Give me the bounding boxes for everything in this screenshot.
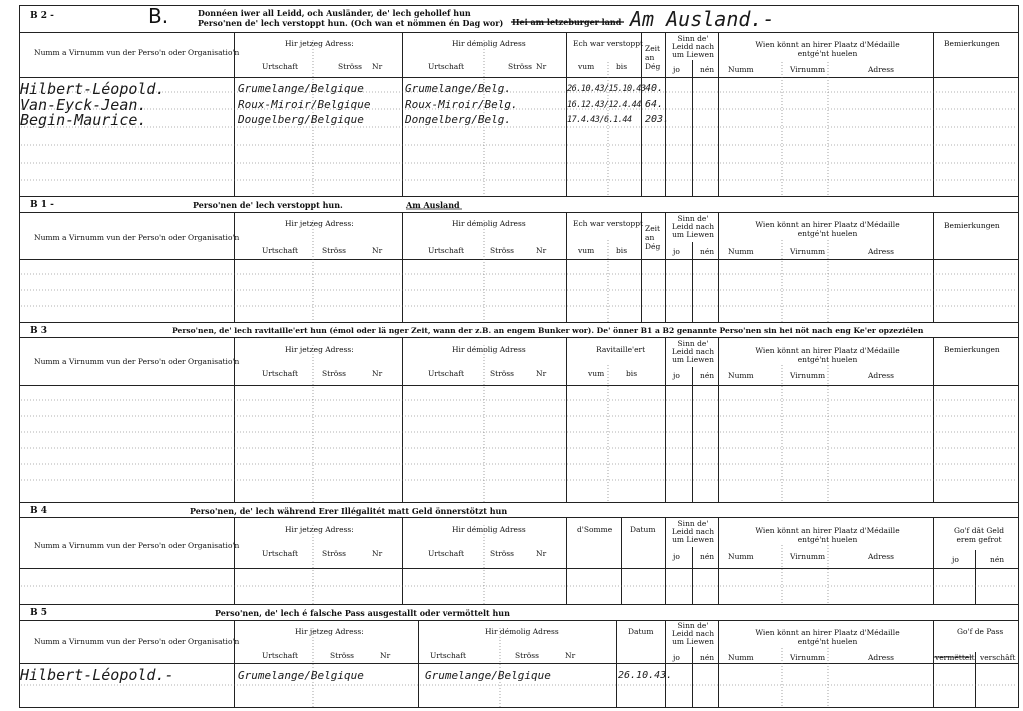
b5-row-former: Grumelange/Belgique	[425, 669, 551, 682]
sub-nen: nén	[700, 653, 715, 662]
sub-stross: Ströss	[490, 549, 514, 558]
sub-nr: Nr	[372, 369, 383, 378]
col-medal-header: Wien könnt an hirer Plaatz d'Médaille entgé'nt huelen	[755, 40, 900, 58]
sub-ortschaft: Urtschaft	[428, 369, 465, 378]
col-medal-header: Wien könnt an hirer Plaatz d'Médaille entgé'nt huelen	[755, 526, 900, 544]
section-b5-title: Perso'nen, de' lech é falsche Pass ausgestallt oder vermöttelt hun	[215, 608, 510, 618]
sub-numm: Numm	[728, 371, 754, 380]
col-remarks-header: Bemierkungen	[944, 221, 1000, 230]
sub-virnumm: Virnumm	[790, 371, 826, 380]
sub-vum: vum	[578, 246, 595, 255]
col-datum-header: Datum	[628, 627, 654, 636]
sub-nr: Nr	[536, 62, 547, 71]
col-former-address-header: Hir démolig Adress	[452, 219, 526, 228]
b2-row-former: Roux-Miroir/Belg.	[405, 98, 518, 111]
sub-virnumm: Virnumm	[790, 247, 826, 256]
b2-row-former: Grumelange/Belg.	[405, 82, 511, 95]
sub-numm: Numm	[728, 247, 754, 256]
col-current-address-header: Hir jetzeg Adress:	[285, 219, 354, 228]
sub-vum: vum	[578, 62, 595, 71]
section-b1-title: Perso'nen de' lech verstoppt hun.	[193, 200, 343, 210]
sub-stross: Ströss	[515, 651, 539, 660]
sub-adress: Adress	[868, 552, 894, 561]
col-hidden-header: Ech war verstoppt	[573, 39, 644, 48]
sub-stross: Ströss	[322, 246, 346, 255]
col-former-address-header: Hir démolig Adress	[485, 627, 559, 636]
sub-numm: Numm	[728, 552, 754, 561]
sub-ortschaft: Urtschaft	[428, 246, 465, 255]
b2-row-dates: 17.4.43/6.1.44	[567, 115, 632, 125]
col-name-header: Numm a Virnumm vun der Perso'n oder Organisatio'n	[34, 357, 240, 366]
sub-nen: nén	[700, 247, 715, 256]
section-b1-location: Am Ausland	[406, 200, 460, 210]
sub-nr: Nr	[372, 62, 383, 71]
sub-virnumm: Virnumm	[790, 552, 826, 561]
sub-jo: jo	[673, 371, 680, 380]
sub-adress: Adress	[868, 247, 894, 256]
b5-row-date: 26.10.43.	[618, 670, 673, 681]
b2-row-name: Hilbert-Léopold.	[20, 80, 165, 98]
col-life-header: Sinn de' Leidd nach um Liewen	[671, 214, 715, 239]
col-life-header: Sinn de' Leidd nach um Liewen	[671, 339, 715, 364]
col-money-header: Go'f dât Geld erem gefrot	[953, 526, 1005, 544]
section-b2-title-line1: Donnéen iwer all Leidd, och Ausländer, de' lech gehollef hun	[198, 8, 471, 18]
b5-row-name: Hilbert-Léopold.-	[20, 666, 174, 684]
section-b5-code: B 5	[30, 608, 48, 618]
b2-row-current: Grumelange/Belgique	[238, 82, 364, 95]
struck-location-text: Hei am letzeburger land	[512, 17, 622, 27]
sub-ortschaft: Urtschaft	[428, 549, 465, 558]
sub-stross: Ströss	[508, 62, 532, 71]
sub-stross: Ströss	[490, 246, 514, 255]
col-name-header: Numm a Virnumm vun der Perso'n oder Organisatio'n	[34, 541, 240, 550]
col-former-address-header: Hir démolig Adress	[452, 345, 526, 354]
b2-row-days: 40.	[645, 83, 664, 94]
sub-ortschaft: Urtschaft	[428, 62, 465, 71]
sub-nr: Nr	[565, 651, 576, 660]
sub-ortschaft: Urtschaft	[262, 246, 299, 255]
b2-row-name: Begin-Maurice.	[20, 111, 147, 129]
sub-jo: jo	[673, 247, 680, 256]
sub-bis: bis	[616, 246, 628, 255]
section-b3-code: B 3	[30, 326, 48, 336]
sub-jo: jo	[673, 552, 680, 561]
sub-nr: Nr	[372, 549, 383, 558]
col-current-address-header: Hir jetzeg Adress:	[285, 345, 354, 354]
col-pass-header: Go'f de Pass	[957, 627, 1004, 636]
col-life-header: Sinn de' Leidd nach um Liewen	[671, 621, 715, 646]
sub-adress: Adress	[868, 65, 894, 74]
col-remarks-header: Bemierkungen	[944, 345, 1000, 354]
sub-verschaft: verschâft	[980, 653, 1016, 662]
sub-ortschaft: Urtschaft	[262, 651, 299, 660]
sub-stross: Ströss	[338, 62, 362, 71]
col-life-header: Sinn de' Leidd nach um Liewen	[671, 519, 715, 544]
sub-bis: bis	[626, 369, 638, 378]
col-medal-header: Wien könnt an hirer Plaatz d'Médaille entgé'nt huelen	[755, 346, 900, 364]
b2-row-former: Dongelberg/Belg.	[405, 113, 511, 126]
col-former-address-header: Hir démolig Adress	[452, 525, 526, 534]
sub-vum: vum	[588, 369, 605, 378]
b2-row-current: Roux-Miroir/Belgique	[238, 98, 371, 111]
col-hidden-header: Ech war verstoppt	[573, 219, 644, 228]
sub-stross: Ströss	[322, 549, 346, 558]
sub-nr: Nr	[536, 246, 547, 255]
sub-nr: Nr	[372, 246, 383, 255]
col-name-header: Numm a Virnumm vun der Perso'n oder Organisatio'n	[34, 48, 240, 57]
sub-nr: Nr	[536, 549, 547, 558]
sub-jo: jo	[952, 555, 959, 564]
b2-row-name: Van-Eyck-Jean.	[20, 96, 147, 114]
b2-row-current: Dougelberg/Belgique	[238, 113, 364, 126]
sub-nen: nén	[990, 555, 1005, 564]
col-name-header: Numm a Virnumm vun der Perso'n oder Organisatio'n	[34, 233, 240, 242]
col-former-address-header: Hir démolig Adress	[452, 39, 526, 48]
section-b4-title: Perso'nen, de' lech während Erer Illégalitét matt Geld önnerstötzt hun	[190, 506, 508, 516]
section-b4-code: B 4	[30, 506, 48, 516]
sub-nen: nén	[700, 552, 715, 561]
sub-vermettelt: vermëttelt	[935, 653, 975, 662]
b2-row-days: 64.	[645, 99, 664, 110]
b2-row-dates: 26.10.43/15.10.43	[567, 84, 646, 94]
section-b2-title-line2: Perso'nen de' lech verstoppt hun. (Och wan et nömmen én Dag wor)	[198, 18, 504, 28]
col-name-header: Numm a Virnumm vun der Perso'n oder Organisatio'n	[34, 637, 240, 646]
section-b2-code: B 2 -	[30, 11, 54, 21]
col-medal-header: Wien könnt an hirer Plaatz d'Médaille entgé'nt huelen	[755, 628, 900, 646]
col-current-address-header: Hir jetzeg Adress:	[295, 627, 364, 636]
b2-row-dates: 16.12.43/12.4.44	[567, 100, 641, 110]
col-datum-header: Datum	[630, 525, 656, 534]
col-remarks-header: Bemierkungen	[944, 39, 1000, 48]
sub-nr: Nr	[536, 369, 547, 378]
col-current-address-header: Hir jetzeg Adress:	[285, 525, 354, 534]
sub-adress: Adress	[868, 371, 894, 380]
section-b-letter: B.	[148, 4, 169, 28]
sub-ortschaft: Urtschaft	[262, 549, 299, 558]
sub-numm: Numm	[728, 653, 754, 662]
sub-nen: nén	[700, 65, 715, 74]
col-time-header: Zeit an Dég	[645, 44, 661, 71]
sub-numm: Numm	[728, 65, 754, 74]
col-current-address-header: Hir jetzeg Adress:	[285, 39, 354, 48]
sub-stross: Ströss	[330, 651, 354, 660]
col-somme-header: d'Somme	[577, 525, 613, 534]
sub-bis: bis	[616, 62, 628, 71]
sub-adress: Adress	[868, 653, 894, 662]
sub-jo: jo	[673, 653, 680, 662]
col-medal-header: Wien könnt an hirer Plaatz d'Médaille entgé'nt huelen	[755, 220, 900, 238]
sub-ortschaft: Urtschaft	[262, 369, 299, 378]
sub-jo: jo	[673, 65, 680, 74]
handwritten-location: Am Ausland.-	[630, 7, 775, 31]
sub-virnumm: Virnumm	[790, 65, 826, 74]
col-life-header: Sinn de' Leidd nach um Liewen	[671, 34, 715, 59]
sub-nr: Nr	[380, 651, 391, 660]
sub-stross: Ströss	[490, 369, 514, 378]
sub-virnumm: Virnumm	[790, 653, 826, 662]
sub-ortschaft: Urtschaft	[430, 651, 467, 660]
b2-row-days: 203.	[645, 114, 670, 125]
sub-ortschaft: Urtschaft	[262, 62, 299, 71]
col-time-header: Zeit an Dég	[645, 224, 661, 251]
b5-row-current: Grumelange/Belgique	[238, 669, 364, 682]
col-ravit-header: Ravitaille'ert	[596, 345, 646, 354]
sub-stross: Ströss	[322, 369, 346, 378]
section-b3-title: Perso'nen, de' lech ravitaille'ert hun (émol oder lä nger Zeit, wann der z.B. an engem Bunker wor). De' önner B1 a B2 genannte Perso'nen sin hei nöt nach eng Ke'er opzeziélen	[172, 326, 924, 335]
sub-nen: nén	[700, 371, 715, 380]
section-b1-code: B 1 -	[30, 200, 54, 210]
